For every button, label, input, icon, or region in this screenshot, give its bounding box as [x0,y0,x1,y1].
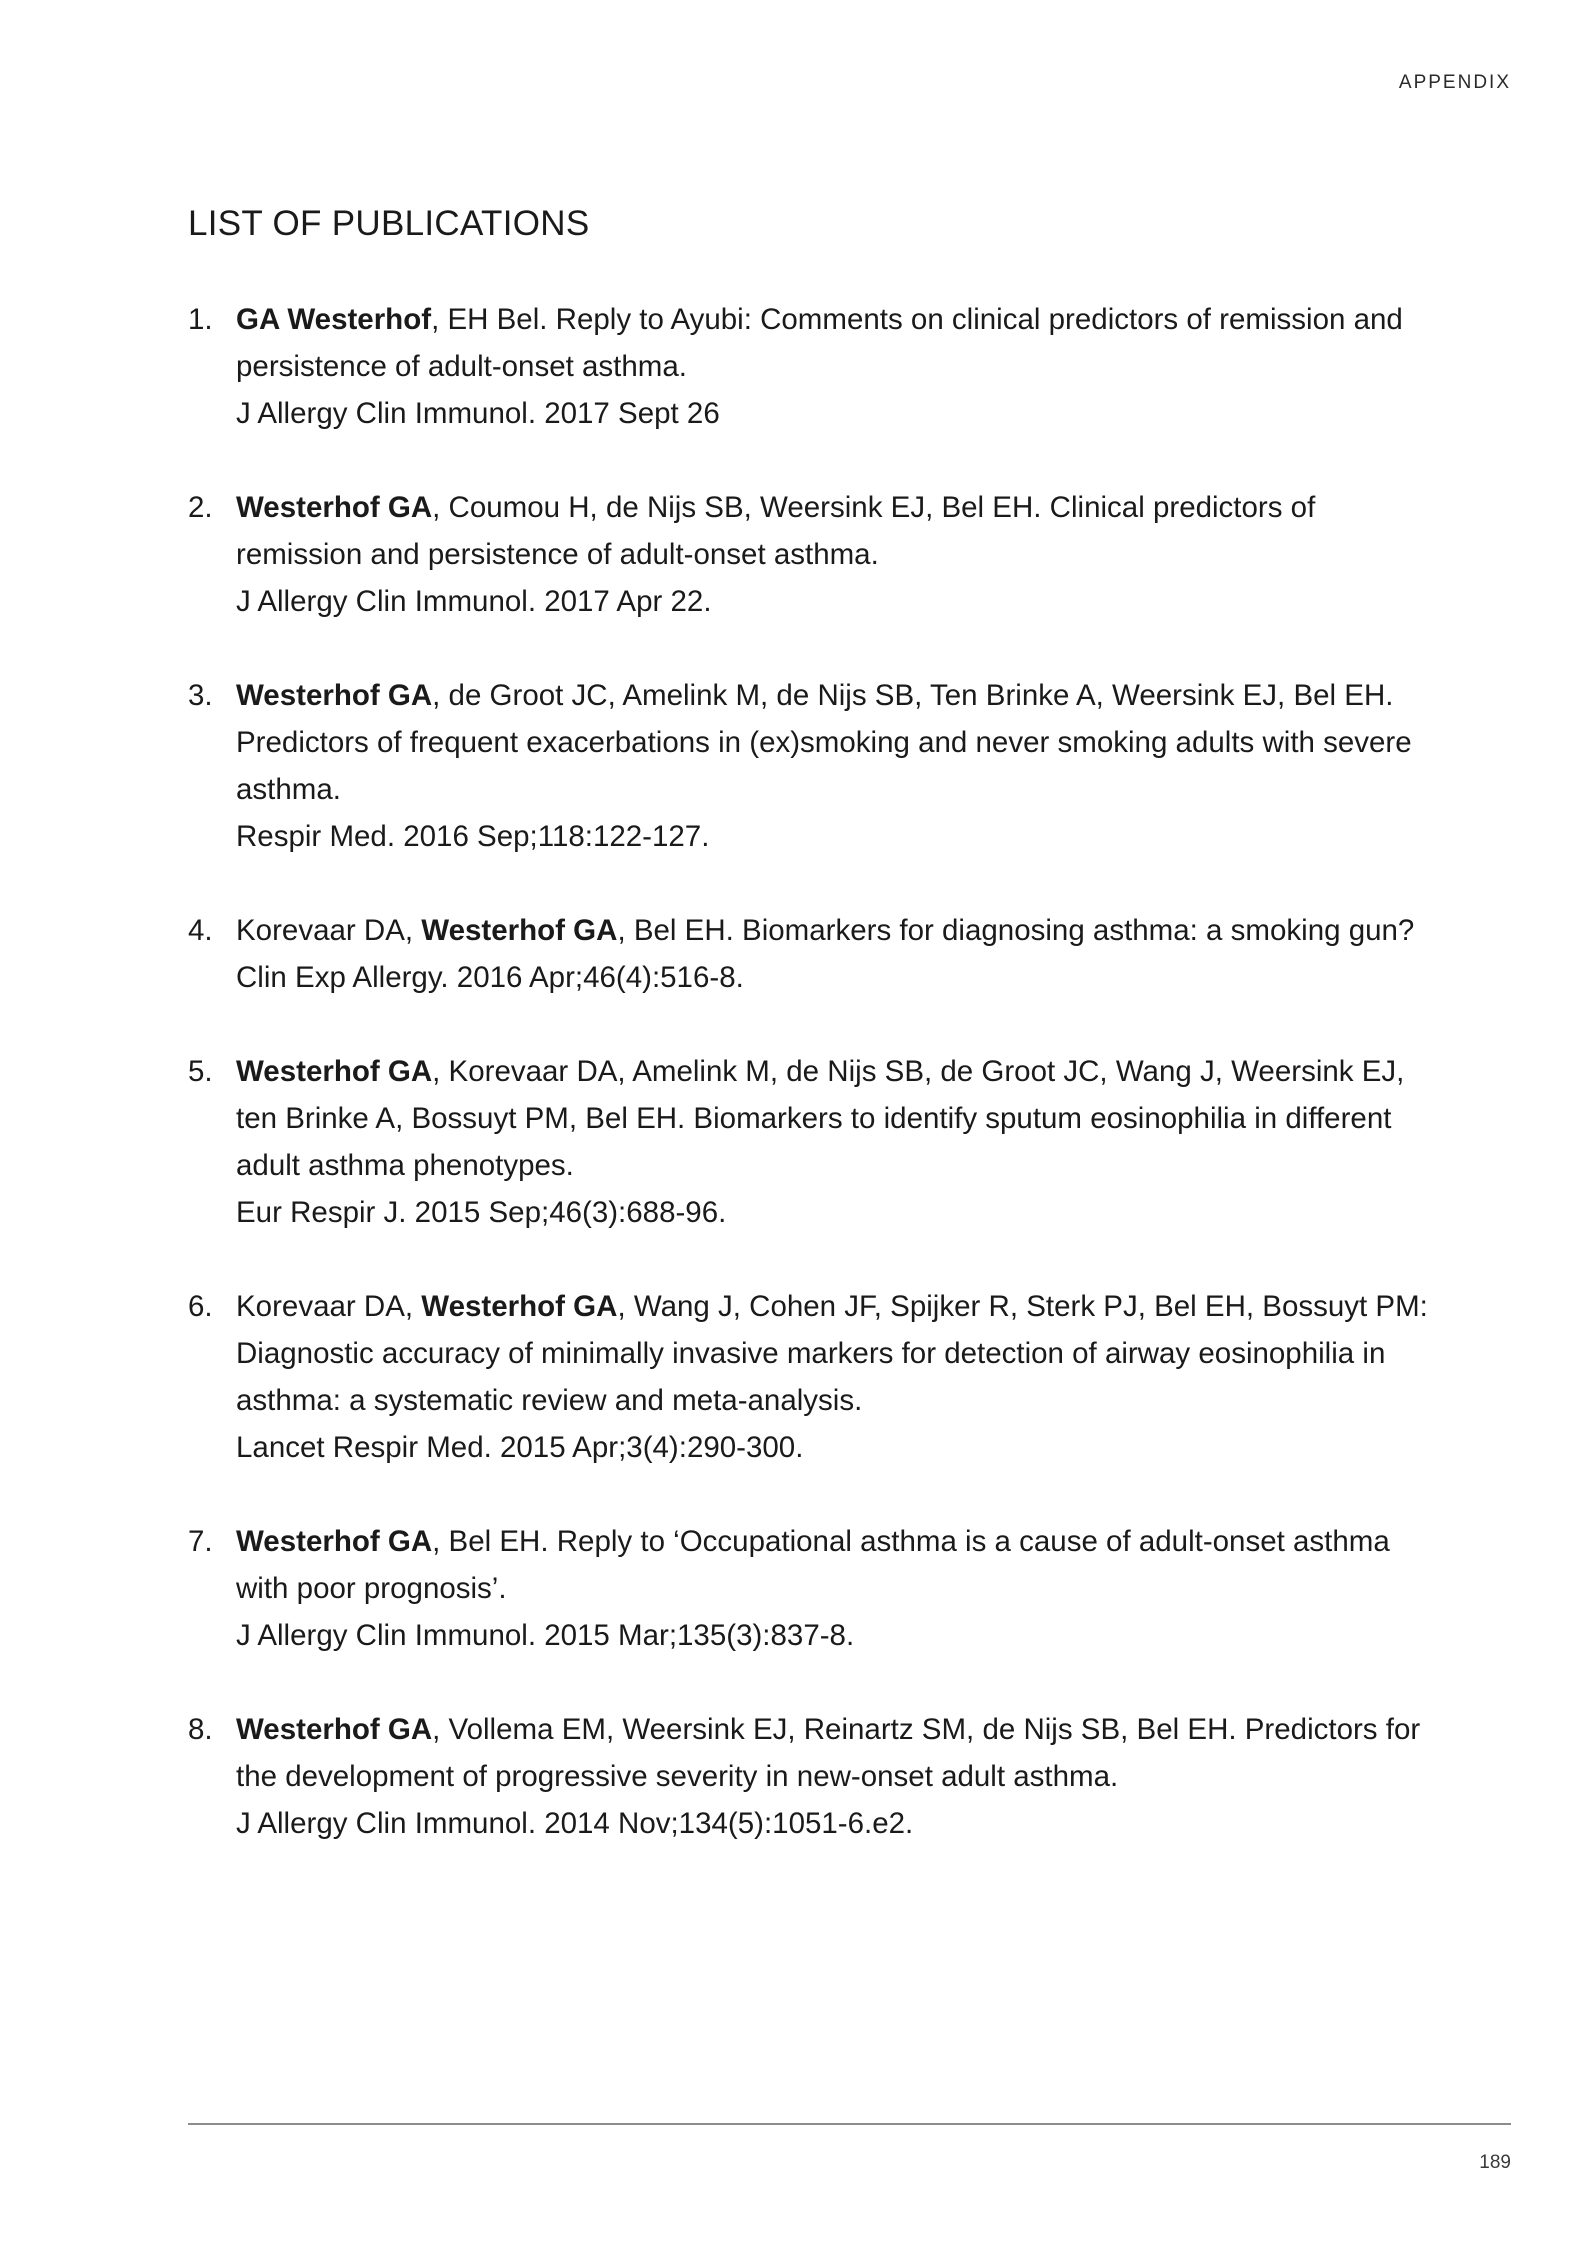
publication-citation [236,484,1448,578]
publication-number: 2. [188,491,213,524]
publication-citation [236,296,1448,390]
publication-item [188,484,1448,625]
publication-number: 4. [188,914,213,947]
publication-number: 3. [188,679,213,712]
publication-citation [236,1283,1448,1424]
highlighted-author: Westerhof GA [236,1525,433,1558]
highlighted-author: Westerhof GA [421,914,618,947]
publication-citation [236,907,1448,954]
citation-rest: , EH Bel. Reply to Ayubi: Comments on clinical predictors of remission and persistence of adult-onset asthma. [236,303,1403,383]
journal-reference: Clin Exp Allergy. 2016 Apr;46(4):516-8. [236,961,744,994]
journal-reference: Respir Med. 2016 Sep;118:122-127. [236,820,710,853]
highlighted-author: Westerhof GA [236,1055,433,1088]
citation-rest: , Coumou H, de Nijs SB, Weersink EJ, Bel EH. Clinical predictors of remission and persistence of adult-onset asthma. [236,491,1316,571]
publication-list [188,296,1448,1894]
page-number: 189 [1479,2152,1511,2173]
publication-item [188,296,1448,437]
citation-rest: , Bel EH. Reply to ‘Occupational asthma is a cause of adult-onset asthma with poor prognosis’. [236,1525,1390,1605]
highlighted-author: GA Westerhof [236,303,432,336]
publication-item [188,1706,1448,1847]
publication-number: 8. [188,1713,213,1746]
journal-reference: J Allergy Clin Immunol. 2014 Nov;134(5):1051-6.e2. [236,1807,914,1840]
publication-number: 5. [188,1055,213,1088]
publication-number: 1. [188,303,213,336]
citation-rest: , de Groot JC, Amelink M, de Nijs SB, Ten Brinke A, Weersink EJ, Bel EH. Predictors of frequent exacerbations in (ex)smoking and never smoking adults with severe asthma. [236,679,1412,806]
footer-divider [188,2123,1511,2125]
highlighted-author: Westerhof GA [236,491,433,524]
publication-citation [236,1048,1448,1189]
highlighted-author: Westerhof GA [236,679,433,712]
journal-reference: Lancet Respir Med. 2015 Apr;3(4):290-300. [236,1431,804,1464]
journal-reference: J Allergy Clin Immunol. 2017 Sept 26 [236,397,720,430]
journal-reference: J Allergy Clin Immunol. 2017 Apr 22. [236,585,712,618]
publication-item [188,1518,1448,1659]
citation-rest: , Bel EH. Biomarkers for diagnosing asthma: a smoking gun? [617,914,1415,947]
publication-citation [236,1518,1448,1612]
publication-number: 6. [188,1290,213,1323]
author-prefix: Korevaar DA, [236,914,422,947]
publication-number: 7. [188,1525,213,1558]
publication-item [188,672,1448,860]
publication-item [188,907,1448,1001]
publication-item [188,1283,1448,1471]
highlighted-author: Westerhof GA [421,1290,618,1323]
publication-citation [236,1706,1448,1800]
journal-reference: Eur Respir J. 2015 Sep;46(3):688-96. [236,1196,727,1229]
citation-rest: , Korevaar DA, Amelink M, de Nijs SB, de Groot JC, Wang J, Weersink EJ, ten Brinke A, Bossuyt PM, Bel EH. Biomarkers to identify sputum eosinophilia in different adult asthma phenotypes. [236,1055,1405,1182]
journal-reference: J Allergy Clin Immunol. 2015 Mar;135(3):837-8. [236,1619,855,1652]
author-prefix: Korevaar DA, [236,1290,422,1323]
citation-rest: , Vollema EM, Weersink EJ, Reinartz SM, de Nijs SB, Bel EH. Predictors for the development of progressive severity in new-onset adult asthma. [236,1713,1421,1793]
publication-item [188,1048,1448,1236]
publication-citation [236,672,1448,813]
running-header: APPENDIX [1398,72,1511,93]
highlighted-author: Westerhof GA [236,1713,433,1746]
citation-rest: , Wang J, Cohen JF, Spijker R, Sterk PJ, Bel EH, Bossuyt PM: Diagnostic accuracy of minimally invasive markers for detection of airway eosinophilia in asthma: a systematic review and meta-analysis. [236,1290,1428,1417]
page-title: LIST OF PUBLICATIONS [188,204,590,243]
